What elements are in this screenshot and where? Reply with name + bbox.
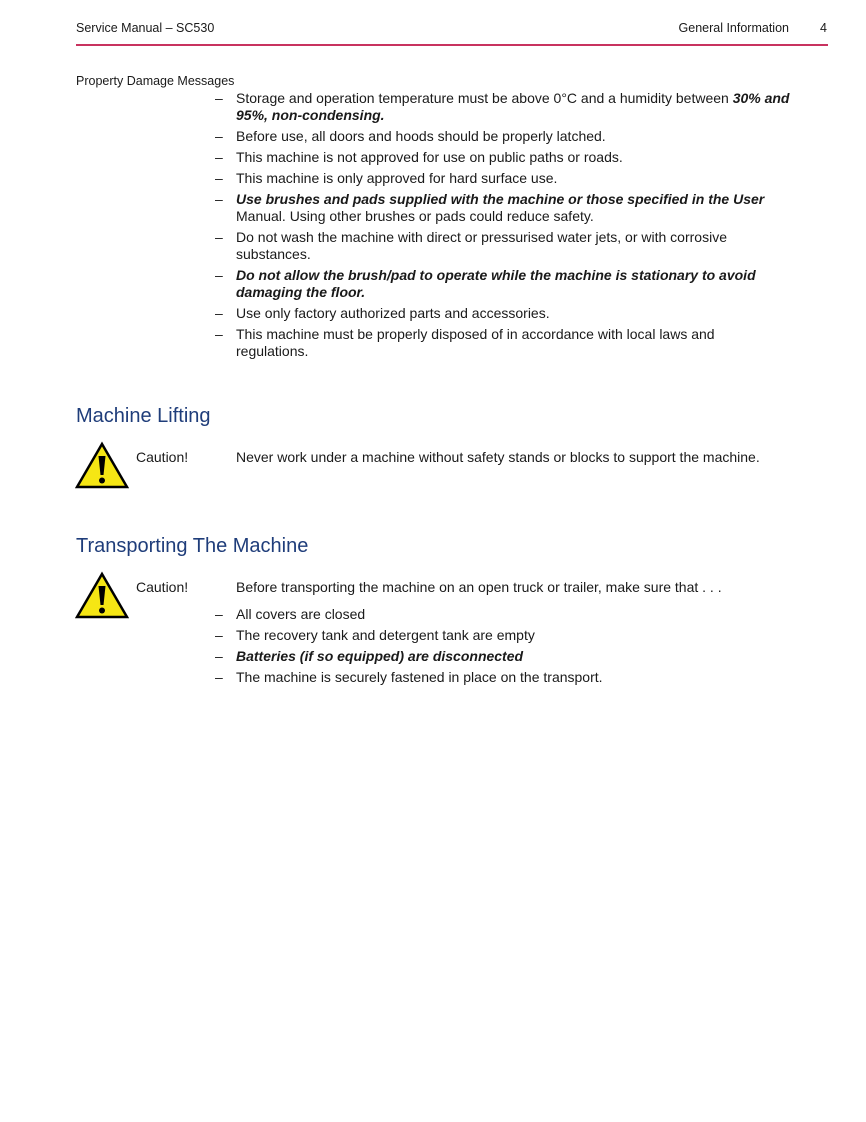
transporting-heading: Transporting The Machine	[76, 535, 309, 557]
caution-label: Caution!	[136, 449, 189, 465]
caution-label: Caution!	[136, 579, 189, 595]
list-item: – This machine must be properly disposed of in accordance with local laws and regulations.	[215, 326, 790, 360]
warning-triangle-icon	[75, 441, 129, 489]
list-item: – All covers are closed	[215, 606, 790, 623]
list-item: – Do not wash the machine with direct or pressurised water jets, or with corrosive substances.	[215, 229, 790, 263]
list-item: – The machine is securely fastened in place on the transport.	[215, 669, 790, 686]
machine-lifting-heading: Machine Lifting	[76, 405, 211, 427]
list-item: – Before use, all doors and hoods should be properly latched.	[215, 128, 790, 145]
warning-triangle-icon	[75, 571, 129, 619]
caution-text: Never work under a machine without safety stands or blocks to support the machine.	[236, 449, 760, 465]
list-item: – Use brushes and pads supplied with the machine or those specified in the User Manual. Using other brushes or pads could reduce safety.	[215, 191, 790, 225]
transport-checklist	[215, 606, 790, 690]
header-title: Service Manual – SC530	[76, 21, 215, 35]
property-damage-label: Property Damage Messages	[76, 74, 235, 88]
header-section: General Information	[678, 21, 789, 35]
list-item: – Use only factory authorized parts and accessories.	[215, 305, 790, 322]
page-number: 4	[820, 21, 827, 35]
property-damage-list	[215, 90, 790, 364]
page-header	[76, 20, 828, 46]
list-item: – This machine is only approved for hard surface use.	[215, 170, 790, 187]
list-item: – The recovery tank and detergent tank are empty	[215, 627, 790, 644]
list-item: – Batteries (if so equipped) are disconnected	[215, 648, 790, 665]
list-item: – This machine is not approved for use on public paths or roads.	[215, 149, 790, 166]
list-item: – Do not allow the brush/pad to operate while the machine is stationary to avoid damaging the floor.	[215, 267, 790, 301]
caution-text: Before transporting the machine on an open truck or trailer, make sure that . . .	[236, 579, 722, 595]
list-item: – Storage and operation temperature must be above 0°C and a humidity between 30% and 95%, non-condensing.	[215, 90, 790, 124]
